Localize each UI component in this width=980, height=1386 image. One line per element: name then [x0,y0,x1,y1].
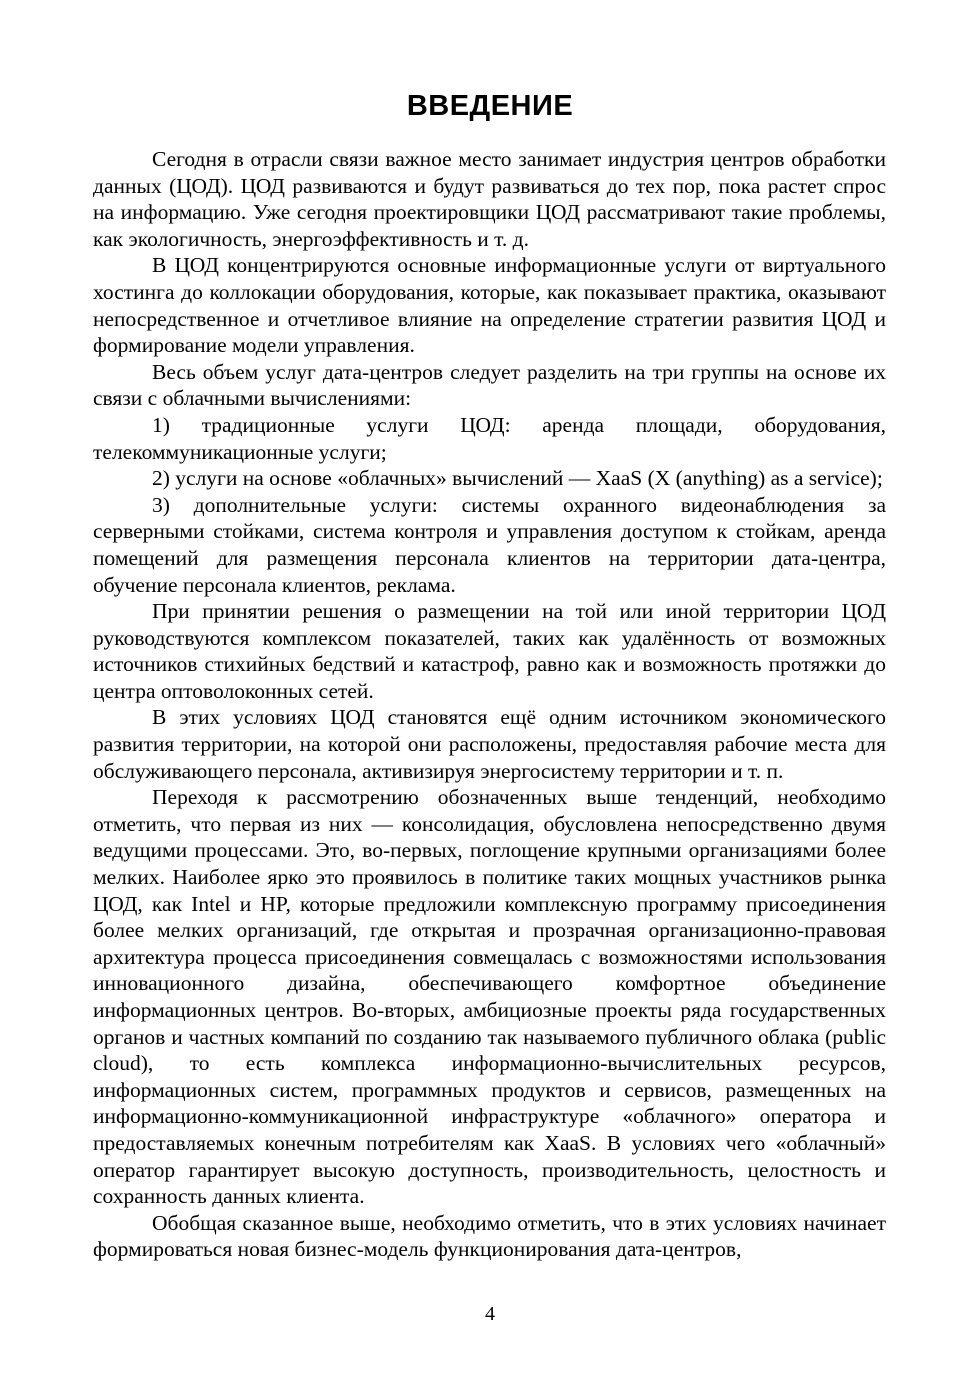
body-text [93,146,886,1263]
paragraph-7: Обобщая сказанное выше, необходимо отметить, что в этих условиях начинает формироваться новая бизнес-модель функционирования дата-центров, [93,1210,886,1262]
paragraph-5: В этих условиях ЦОД становятся ещё одним источником экономического развития территории, на которой они расположены, предоставляя рабочие места для обслуживающего персонала, активизируя энергосистему территории и т. п. [93,705,886,783]
paragraph-3: Весь объем услуг дата-центров следует разделить на три группы на основе их связи с облачными вычислениями: [93,359,886,411]
paragraph-1: Сегодня в отрасли связи важное место занимает индустрия центров обработки данных (ЦОД). ЦОД развиваются и будут развиваться до тех пор, пока растет спрос на информацию. Уже сегодня проектировщики ЦОД рассматривают такие проблемы, как экологичность, энергоэффективность и т. д. [93,147,886,251]
paragraph-2: В ЦОД концентрируются основные информационные услуги от виртуального хостинга до коллокации оборудования, которые, как показывает практика, оказывают непосредственное и отчетливое влияние на определение стратегии развития ЦОД и формирование модели управления. [93,253,886,358]
list-item-3: 3) дополнительные услуги: системы охранного видеонаблюдения за серверными стойками, система контроля и управления доступом к стойкам, аренда помещений для размещения персонала клиентов на территории дата-центра, обучение персонала клиентов, реклама. [93,492,886,597]
list-item-2: 2) услуги на основе «облачных» вычислений — XaaS (X (anything) as a service); [152,466,883,491]
page-number: 4 [485,1303,495,1325]
list-item-1: 1) традиционные услуги ЦОД: аренда площади, оборудования, телекоммуникационные услуги; [93,412,886,464]
paragraph-4: При принятии решения о размещении на той или иной территории ЦОД руководствуются комплексом показателей, таких как удалённость от возможных источников стихийных бедствий и катастроф, равно как и возможность протяжки до центра оптоволоконных сетей. [93,599,886,703]
paragraph-6: Переходя к рассмотрению обозначенных выше тенденций, необходимо отметить, что первая из них — консолидация, обусловлена непосредственно двумя ведущими процессами. Это, во-первых, поглощение крупными организациями более мелких. Наиболее ярко это проявилось в политике таких мощных участников рынка ЦОД, как Intel и HP, которые предложили комплексную программу присоединения более мелких организаций, где открытая и прозрачная организационно-правовая архитектура процесса присоединения совмещалась с возможностями использования инновационного дизайна, обеспечивающего комфортное объединение информационных центров. Во-вторых, амбициозные проекты ряда государственных органов и частных компаний по созданию так называемого публичного облака (public cloud), то есть комплекса информационно-вычислительных ресурсов, информационных систем, программных продуктов и сервисов, размещенных на информационно-коммуникационной инфраструктуре «облачного» оператора и предоставляемых конечным потребителям как XaaS. В условиях чего «облачный» оператор гарантирует высокую доступность, производительность, целостность и сохранность данных клиента. [93,785,886,1209]
page-title: ВВЕДЕНИЕ [406,90,574,122]
